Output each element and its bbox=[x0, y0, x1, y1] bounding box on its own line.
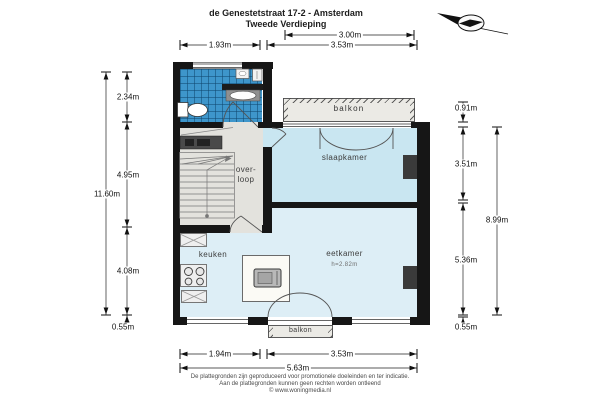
dim-top-300: 3.00m bbox=[338, 30, 362, 40]
wall-bathroom-right bbox=[263, 62, 272, 128]
dim-right-351: 3.51m bbox=[454, 159, 478, 169]
label-overloop bbox=[221, 165, 271, 185]
compass-icon bbox=[437, 13, 508, 34]
dim-bottom-563: 5.63m bbox=[286, 363, 310, 373]
wall-overloop-bottom bbox=[262, 225, 272, 233]
wall-bottom-outer bbox=[332, 317, 352, 325]
room-badkamer bbox=[180, 69, 262, 122]
wall-bathroom-bottom bbox=[173, 122, 223, 128]
kitchen-stove bbox=[180, 264, 207, 287]
dim-top-193: 1.93m bbox=[208, 40, 232, 50]
dim-left-055: 0.55m bbox=[111, 322, 135, 332]
label-keuken: keuken bbox=[198, 250, 228, 259]
dim-top-353: 3.53m bbox=[330, 40, 354, 50]
wall-bedroom-diningroom-divider bbox=[263, 202, 417, 208]
label-balkon-top: balkon bbox=[333, 104, 365, 113]
room-eetkamer-upper bbox=[272, 208, 417, 233]
dim-right-055: 0.55m bbox=[454, 322, 478, 332]
page-title: de Genestetstraat 17-2 - Amsterdam bbox=[209, 8, 363, 18]
room-eetkamer-keuken bbox=[180, 233, 417, 317]
wall-bottom-outer bbox=[248, 317, 268, 325]
wall-bottom-outer bbox=[173, 317, 187, 325]
wall-bottom-outer bbox=[410, 317, 430, 325]
label-eetkamer: eetkamer bbox=[326, 249, 363, 258]
footer-credit: © www.woningmedia.nl bbox=[268, 388, 332, 394]
dim-bottom-194: 1.94m bbox=[208, 349, 232, 359]
wall-overloop-bottom bbox=[173, 225, 230, 233]
label-slaapkamer: slaapkamer bbox=[321, 153, 368, 162]
room-slaapkamer bbox=[272, 128, 417, 202]
dim-left-1160: 11.60m bbox=[93, 189, 121, 199]
kitchen-sink-counter bbox=[180, 233, 207, 247]
dim-left-495: 4.95m bbox=[116, 170, 140, 180]
dim-right-899: 8.99m bbox=[485, 215, 509, 225]
label-overloop-line2: loop bbox=[237, 175, 255, 184]
balkon-top-hatch-edge bbox=[283, 98, 415, 103]
footer-disclaimer-line1: De plattegronden zijn geproduceerd voor promotionele doeleinden en ter indicatie. bbox=[190, 374, 410, 380]
dim-left-234: 2.34m bbox=[116, 92, 140, 102]
wall-right-outer bbox=[417, 122, 430, 325]
kitchen-counter bbox=[181, 290, 207, 303]
label-balkon-bottom: balkon bbox=[288, 327, 313, 334]
dim-left-408: 4.08m bbox=[116, 266, 140, 276]
dim-bottom-353: 3.53m bbox=[330, 349, 354, 359]
wall-left-outer bbox=[173, 62, 180, 325]
wall-bedroom-top-stub bbox=[272, 122, 283, 128]
wall-top-bathroom bbox=[173, 62, 273, 69]
dim-right-091: 0.91m bbox=[454, 103, 478, 113]
label-overloop-line1: over- bbox=[235, 165, 257, 174]
page-subtitle: Tweede Verdieping bbox=[245, 19, 327, 29]
dim-right-536: 5.36m bbox=[454, 255, 478, 265]
label-eetkamer-height: h=2.82m bbox=[331, 262, 358, 268]
footer-disclaimer-line2: Aan de plattegronden kunnen geen rechten worden ontleend bbox=[219, 381, 381, 387]
